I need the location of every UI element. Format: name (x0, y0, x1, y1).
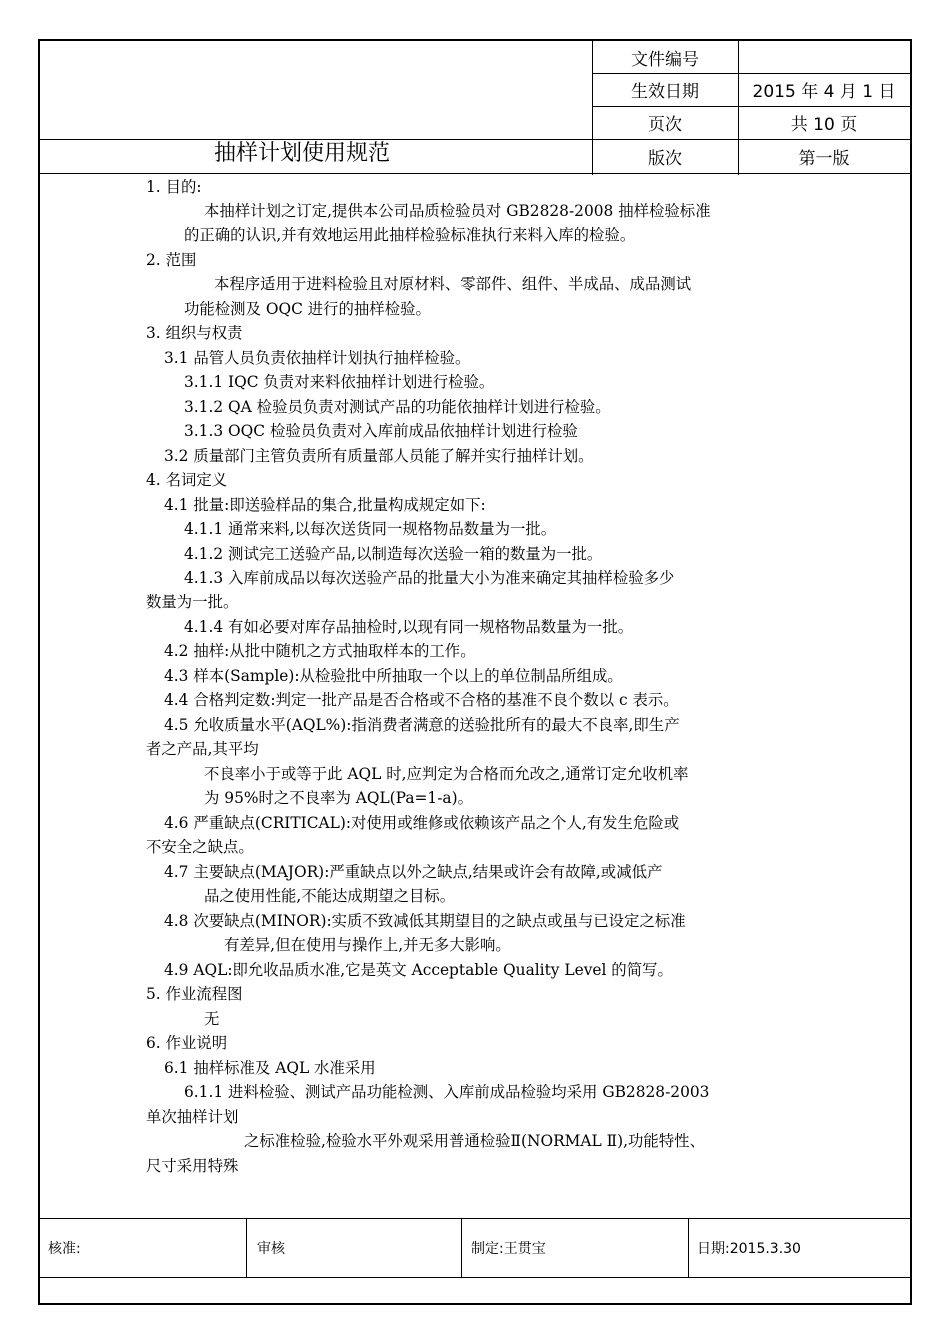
footer-prepared: 制定:王贯宝 (471, 1241, 546, 1257)
header-value-effective-date: 2015 年 4 月 1 日 (752, 82, 896, 102)
body-line: 4.6 严重缺点(CRITICAL):对使用或维修或依赖该产品之个人,有发生危险或 (164, 814, 680, 832)
body-line: 4.8 次要缺点(MINOR):实质不致减低其期望目的之缺点或虽与已设定之标准 (164, 912, 686, 930)
body-line: 6. 作业说明 (146, 1034, 228, 1052)
footer-divider-1 (246, 1218, 247, 1277)
body-line: 4.2 抽样:从批中随机之方式抽取样本的工作。 (164, 642, 476, 660)
body-line: 不良率小于或等于此 AQL 时,应判定为合格而允改之,通常订定允收机率 (204, 765, 689, 783)
body-line: 不安全之缺点。 (146, 838, 254, 856)
body-line: 4. 名词定义 (146, 471, 228, 489)
body-line: 4.1 批量:即送验样品的集合,批量构成规定如下: (164, 496, 486, 514)
body-line: 3.1.2 QA 检验员负责对测试产品的功能依抽样计划进行检验。 (184, 398, 611, 416)
body-line: 3.2 质量部门主管负责所有质量部人员能了解并实行抽样计划。 (164, 447, 594, 465)
body-line: 4.4 合格判定数:判定一批产品是否合格或不合格的基准不良个数以 c 表示。 (164, 691, 679, 709)
body-line: 4.1.2 测试完工送验产品,以制造每次送验一箱的数量为一批。 (184, 545, 603, 563)
body-line: 有差异,但在使用与操作上,并无多大影响。 (224, 936, 511, 954)
body-line: 4.7 主要缺点(MAJOR):严重缺点以外之缺点,结果或许会有故障,或减低产 (164, 863, 663, 881)
body-line: 3. 组织与权责 (146, 324, 243, 342)
body-line: 3.1.3 OQC 检验员负责对入库前成品依抽样计划进行检验 (184, 422, 578, 440)
body-line: 的正确的认识,并有效地运用此抽样检验标准执行来料入库的检验。 (184, 226, 636, 244)
body-line: 单次抽样计划 (146, 1108, 239, 1126)
footer-bottom-line (40, 1277, 910, 1278)
body-line: 为 95%时之不良率为 AQL(Pa=1-a)。 (204, 789, 473, 807)
footer-review: 审核 (257, 1241, 285, 1257)
body-line: 3.1.1 IQC 负责对来料依抽样计划进行检验。 (184, 373, 495, 391)
header-label-effective-date: 生效日期 (631, 82, 699, 102)
body-line: 品之使用性能,不能达成期望之目标。 (204, 887, 456, 905)
header-value-pages: 共 10 页 (790, 115, 858, 135)
body-line: 4.1.3 入库前成品以每次送验产品的批量大小为准来确定其抽样检验多少 (184, 569, 675, 587)
body-line: 4.3 样本(Sample):从检验批中所抽取一个以上的单位制品所组成。 (164, 667, 623, 685)
body-line: 2. 范围 (146, 251, 197, 269)
body-line: 4.5 允收质量水平(AQL%):指消费者满意的送验批所有的最大不良率,即生产 (164, 716, 680, 734)
body-line: 3.1 品管人员负责依抽样计划执行抽样检验。 (164, 349, 471, 367)
body-line: 无 (204, 1010, 220, 1028)
body-line: 6.1.1 进料检验、测试产品功能检测、入库前成品检验均采用 GB2828-2003 (184, 1083, 710, 1101)
header-value-file-no (738, 41, 910, 73)
header-label-file-no: 文件编号 (631, 49, 699, 70)
header-label-pages: 页次 (648, 115, 682, 135)
body-line: 数量为一批。 (146, 593, 239, 611)
footer-divider-3 (688, 1218, 689, 1277)
header-label-version: 版次 (648, 148, 682, 169)
body-line: 尺寸采用特殊 (146, 1157, 239, 1175)
footer-date: 日期:2015.3.30 (697, 1241, 801, 1257)
document-frame (38, 39, 912, 1305)
header-bottom-line (40, 173, 910, 174)
body-line: 之标准检验,检验水平外观采用普通检验Ⅱ(NORMAL Ⅱ),功能特性、 (244, 1132, 705, 1150)
document-title: 抽样计划使用规范 (214, 141, 391, 166)
body-line: 5. 作业流程图 (146, 985, 243, 1003)
body-line: 者之产品,其平均 (146, 740, 259, 758)
body-line: 1. 目的: (146, 178, 202, 196)
body-line: 本抽样计划之订定,提供本公司品质检验员对 GB2828-2008 抽样检验标准 (204, 202, 711, 220)
body-line: 本程序适用于进料检验且对原材料、零部件、组件、半成品、成品测试 (214, 275, 692, 293)
body-line: 4.1.4 有如必要对库存品抽检时,以现有同一规格物品数量为一批。 (184, 618, 634, 636)
body-line: 6.1 抽样标准及 AQL 水准采用 (164, 1059, 376, 1077)
body-line: 功能检测及 OQC 进行的抽样检验。 (184, 300, 431, 318)
header-value-version: 第一版 (798, 148, 850, 169)
footer-approve: 核准: (48, 1241, 81, 1257)
body-line: 4.1.1 通常来料,以每次送货同一规格物品数量为一批。 (184, 520, 557, 538)
body-line: 4.9 AQL:即允收品质水准,它是英文 Acceptable Quality Level 的简写。 (164, 961, 673, 979)
footer-divider-2 (461, 1218, 462, 1277)
